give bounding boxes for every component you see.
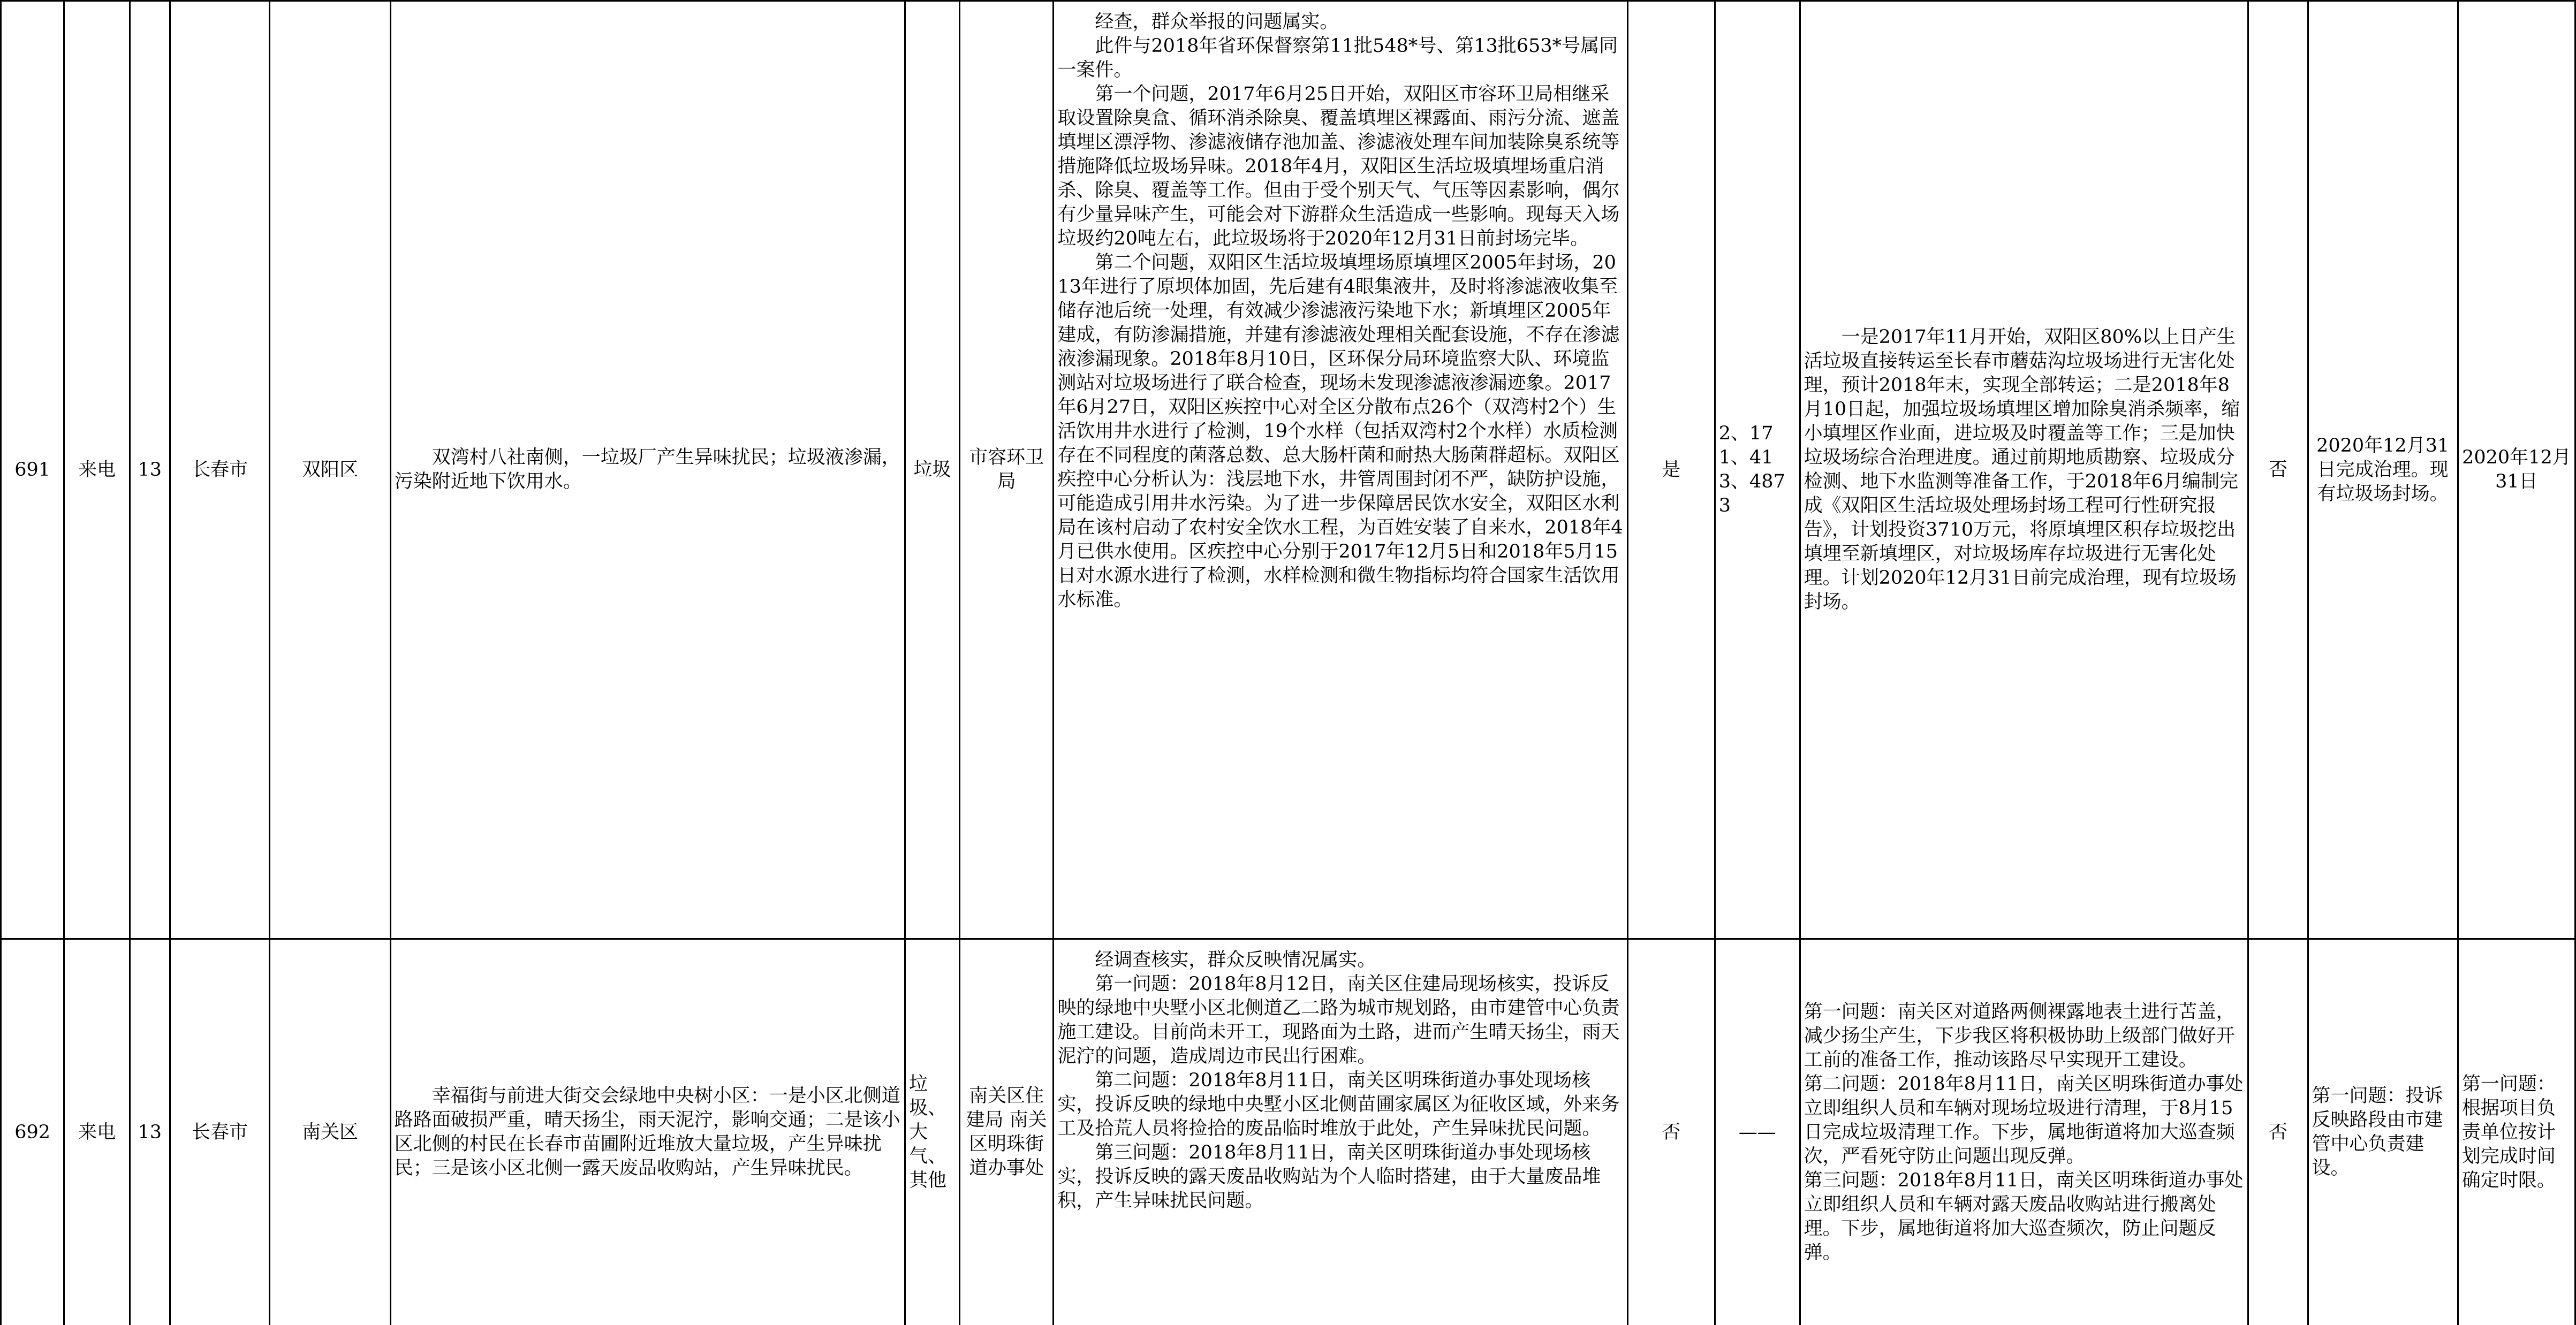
district-cell: 南关区	[270, 939, 390, 1325]
progress-cell: 2020年12月31日完成治理。现有垃圾场封场。	[2308, 1, 2458, 939]
is-true-cell: 否	[1627, 939, 1715, 1325]
handling-paragraph: 一是2017年11月开始，双阳区80%以上日产生活垃圾直接转运至长春市蘑菇沟垃圾场进行无害化处理，预计2018年末，实现全部转运；二是2018年8月10日起，加强垃圾场填埋区增加除臭消杀频率，缩小填埋区作业面，进垃圾及时覆盖等工作；三是加快垃圾场综合治理进度。通过前期地质勘察、垃圾成分检测、地下水监测等准备工作，于2018年6月编制完成《双阳区生活垃圾处理场封场工程可行性研究报告》，计划投资3710万元，将原填埋区积存垃圾挖出填埋至新填埋区，对垃圾场库存垃圾进行无害化处理。计划2020年12月31日前完成治理，现有垃圾场封场。	[1804, 326, 2240, 613]
source-cell: 来电	[64, 939, 130, 1325]
investigation-paragraph: 第二个问题，双阳区生活垃圾填埋场原填埋区2005年封场，2013年进行了原坝体加固，先后建有4眼集液井，及时将渗滤液收集至储存池后统一处理，有效减少渗滤液污染地下水；新填埋区2005年建成，有防渗漏措施，并建有渗滤液处理相关配套设施，不存在渗滤液渗漏现象。2018年8月10日，区环保分局环境监察大队、环境监测站对垃圾场进行了联合检查，现场未发现渗滤液渗漏迹象。2017年6月27日，双阳区疾控中心对全区分散布点26个（双湾村2个）生活饮用井水进行了检测，19个水样（包括双湾村2个水样）水质检测存在不同程度的菌落总数、总大肠杆菌和耐热大肠菌群超标。双阳区疾控中心分析认为：浅层地下水，井管周围封闭不严，缺防护设施，可能造成引用井水污染。为了进一步保障居民饮水安全，双阳区水利局在该村启动了农村安全饮水工程，为百姓安装了自来水，2018年4月已供水使用。区疾控中心分别于2017年12月5日和2018年5月15日对水源水进行了检测，水样检测和微生物指标均符合国家生活饮用水标准。	[1057, 252, 1623, 611]
is-true-cell: 是	[1627, 1, 1715, 939]
city-cell: 长春市	[170, 1, 270, 939]
completed-cell: 否	[2248, 939, 2308, 1325]
investigation-paragraph: 第一个问题，2017年6月25日开始，双阳区市容环卫局相继采取设置除臭盒、循环消杀除臭、覆盖填埋区裸露面、雨污分流、遮盖填埋区漂浮物、渗滤液储存池加盖、渗滤液处理车间加装除臭系统等措施降低垃圾场异味。2018年4月，双阳区生活垃圾填埋场重启消杀、除臭、覆盖等工作。但由于受个别天气、气压等因素影响，偶尔有少量异味产生，可能会对下游群众生活造成一些影响。现每天入场垃圾约20吨左右，此垃圾场将于2020年12月31日前封场完毕。	[1057, 83, 1620, 249]
investigation-paragraph: 第一问题：2018年8月12日，南关区住建局现场核实，投诉反映的绿地中央墅小区北侧道乙二路为城市规划路，由市建管中心负责施工建设。目前尚未开工，现路面为土路，进而产生晴天扬尘，雨天泥泞的问题，造成周边市民出行困难。	[1057, 973, 1620, 1067]
investigation-cell	[1054, 1, 1627, 939]
complaint-text: 双湾村八社南侧，一垃圾厂产生异味扰民；垃圾液渗漏，污染附近地下饮用水。	[394, 447, 900, 492]
deadline-cell: 2020年12月31日	[2458, 1, 2575, 939]
related-cell: 2、171、413、4873	[1715, 1, 1800, 939]
investigation-cell	[1054, 939, 1627, 1325]
department-cell: 市容环卫局	[959, 1, 1053, 939]
category-cell: 垃圾、大气、其他	[905, 939, 960, 1325]
complaint-text: 幸福街与前进大街交会绿地中央树小区：一是小区北侧道路路面破损严重，晴天扬尘，雨天泥泞，影响交通；二是该小区北侧的村民在长春市苗圃附近堆放大量垃圾，产生异味扰民；三是该小区北侧一露天废品收购站，产生异味扰民。	[394, 1085, 900, 1179]
progress-cell: 第一问题：投诉反映路段由市建管中心负责建设。	[2308, 939, 2458, 1325]
handling-paragraph: 第二问题：2018年8月11日，南关区明珠街道办事处立即组织人员和车辆对现场垃圾进行清理，于8月15日完成垃圾清理工作。下步，属地街道将加大巡查频次，严看死守防止问题出现反弹。	[1804, 1073, 2244, 1167]
table-row	[1, 1, 2575, 939]
department-cell: 南关区住建局 南关区明珠街道办事处	[959, 939, 1053, 1325]
handling-cell	[1800, 1, 2248, 939]
investigation-paragraph: 第三问题：2018年8月11日，南关区明珠街道办事处现场核实，投诉反映的露天废品收购站为个人临时搭建，由于大量废品堆积，产生异味扰民问题。	[1057, 1142, 1601, 1212]
related-cell: ——	[1715, 939, 1800, 1325]
investigation-paragraph: 此件与2018年省环保督察第11批548*号、第13批653*号属同一案件。	[1057, 35, 1618, 81]
category-cell: 垃圾	[905, 1, 960, 939]
handling-cell	[1800, 939, 2248, 1325]
investigation-paragraph: 第二问题：2018年8月11日，南关区明珠街道办事处现场核实，投诉反映的绿地中央墅小区北侧苗圃家属区为征收区域，外来务工及拾荒人员将捡拾的废品临时堆放于此处，产生异味扰民问题。	[1057, 1070, 1620, 1139]
seq-cell: 691	[1, 1, 64, 939]
table-row	[1, 939, 2575, 1325]
source-cell: 来电	[64, 1, 130, 939]
investigation-paragraph: 经查，群众举报的问题属实。	[1095, 11, 1339, 33]
investigation-paragraph: 经调查核实，群众反映情况属实。	[1095, 949, 1376, 971]
handling-paragraph: 第一问题：南关区对道路两侧裸露地表土进行苫盖，减少扬尘产生，下步我区将积极协助上级部门做好开工前的准备工作，推动该路尽早实现开工建设。	[1804, 1001, 2235, 1071]
batch-cell: 13	[130, 939, 170, 1325]
city-cell: 长春市	[170, 939, 270, 1325]
complaint-cell	[390, 939, 905, 1325]
seq-cell: 692	[1, 939, 64, 1325]
completed-cell: 否	[2248, 1, 2308, 939]
complaint-cell	[390, 1, 905, 939]
district-cell: 双阳区	[270, 1, 390, 939]
handling-paragraph: 第三问题：2018年8月11日，南关区明珠街道办事处立即组织人员和车辆对露天废品收购站进行搬离处理。下步，属地街道将加大巡查频次，防止问题反弹。	[1804, 1169, 2244, 1263]
batch-cell: 13	[130, 1, 170, 939]
deadline-cell: 第一问题：根据项目负责单位按计划完成时间确定时限。	[2458, 939, 2575, 1325]
